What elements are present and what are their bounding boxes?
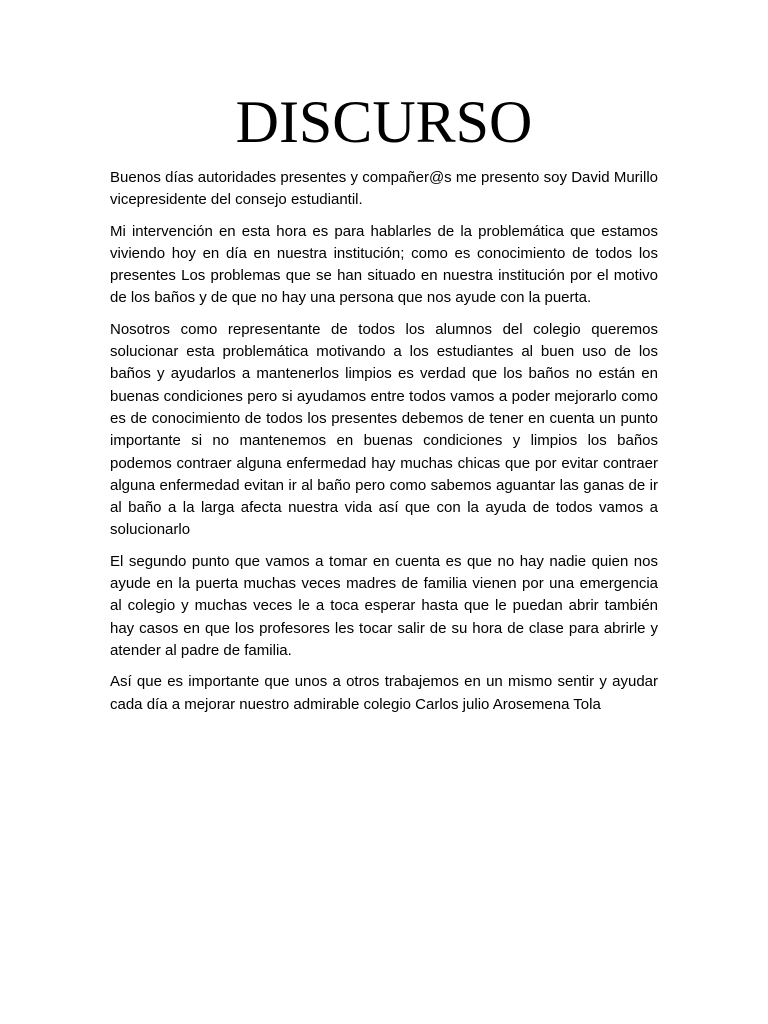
paragraph-greeting: Buenos días autoridades presentes y compañer@s me presento soy David Murillo vicepresidente del consejo estudiantil. — [110, 169, 658, 209]
paragraph-intervention: Mi intervención en esta hora es para hablarles de la problemática que estamos viviendo hoy en día en nuestra institución; como es conocimiento de todos los presentes Los problemas que se han situado en nuestra institución por el motivo de los baños y de que no hay una persona que nos ayude con la puerta. — [110, 222, 658, 307]
document-title: DISCURSO — [235, 89, 533, 155]
document-body — [110, 167, 658, 725]
paragraph-door: El segundo punto que vamos a tomar en cuenta es que no hay nadie quien nos ayude en la puerta muchas veces madres de familia vienen por una emergencia al colegio y muchas veces le a toca esperar hasta que le puedan abrir también hay casos en que los profesores les tocar salir de su hora de clase para abrirle y atender al padre de familia. — [110, 552, 658, 659]
paragraph-closing: Así que es importante que unos a otros trabajemos en un mismo sentir y ayudar cada día a mejorar nuestro admirable colegio Carlos julio Arosemena Tola — [110, 673, 658, 713]
paragraph-bathrooms: Nosotros como representante de todos los alumnos del colegio queremos solucionar esta problemática motivando a los estudiantes al buen uso de los baños y ayudarlos a mantenerlos limpios es verdad que los baños no están en buenas condiciones pero si ayudamos entre todos vamos a poder mejorarlo como es de conocimiento de todos los presentes debemos de tener en cuenta un punto importante si no mantenemos en buenas condiciones y limpios los baños podemos contraer alguna enfermedad hay muchas chicas que por evitar contraer alguna enfermedad evitan ir al baño pero como sabemos aguantar las ganas de ir al baño a la larga afecta nuestra vida así que con la ayuda de todos vamos a solucionarlo — [110, 320, 658, 539]
